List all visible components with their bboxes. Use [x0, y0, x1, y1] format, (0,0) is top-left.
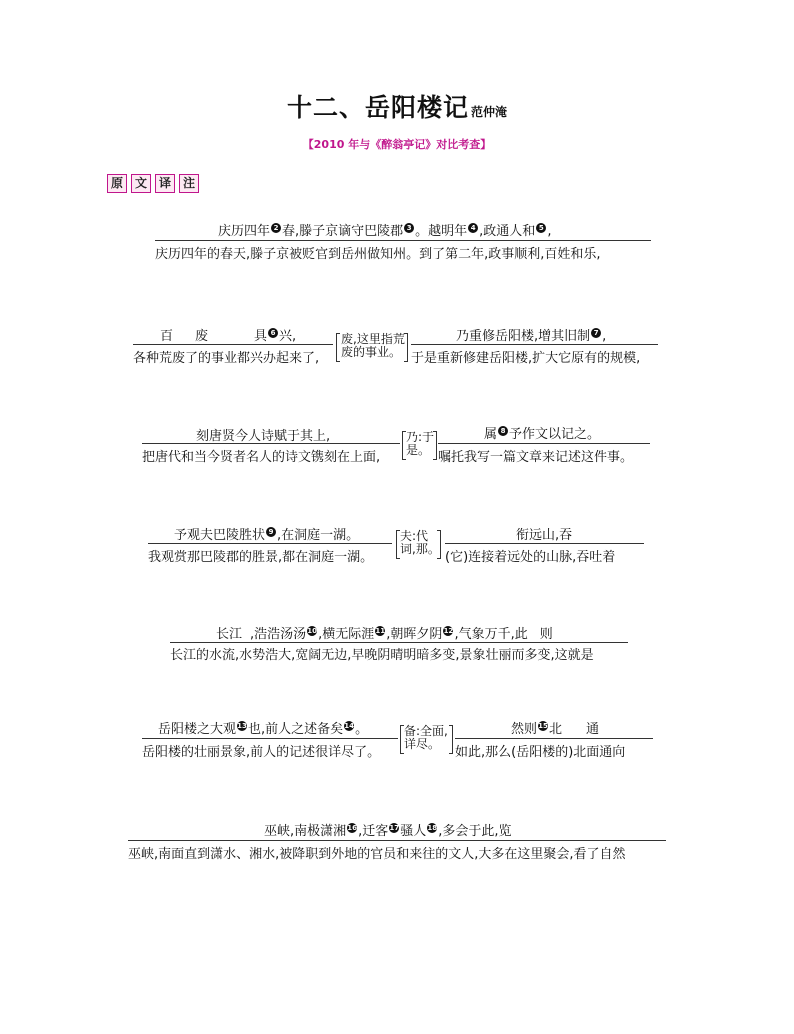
note-marker: 12 [443, 627, 454, 635]
original-text-line: 长江 ,浩浩汤汤$^{10}$,横无际涯$^{11}$,朝晖夕阴$^{12}$,气象万千,此 则 [216, 627, 553, 642]
divider-line [455, 738, 653, 739]
note-marker: 7 [591, 328, 601, 338]
badge-wen: 文 [131, 174, 151, 193]
badge-yi: 译 [155, 174, 175, 193]
note-bracket [433, 431, 437, 460]
exam-note-subtitle: 【2010 年与《醉翁亭记》对比考查】 [302, 138, 492, 151]
divider-line [142, 443, 400, 444]
translation-text-line: 我观赏那巴陵郡的胜景,都在洞庭一湖。 [148, 550, 374, 565]
annotation-note: 夫:代 词,那。 [400, 529, 440, 556]
translation-text-line: (它)连接着远处的山脉,吞吐着 [445, 550, 616, 565]
badge-zhu: 注 [179, 174, 199, 193]
annotation-note: 乃:于 是。 [406, 430, 435, 457]
note-marker: 2 [271, 223, 281, 233]
note-marker: 6 [268, 328, 278, 338]
original-text-line: 庆历四年 $^2$ 春,滕子京谪守巴陵郡 $^3$ 。越明年 $^4$ ,政通人和 $^5$ , [218, 224, 552, 239]
translation-text-line: 长江的水流,水势浩大,宽阔无边,早晚阴晴明暗多变,景象壮丽而多变,这就是 [170, 648, 594, 663]
divider-line [411, 344, 658, 345]
translation-text-line: 庆历四年的春天,滕子京被贬官到岳州做知州。到了第二年,政事顺利,百姓和乐, [155, 247, 601, 262]
divider-line [438, 443, 650, 444]
note-marker: 11 [375, 627, 386, 635]
original-text-line: 属 $^8$ 予作文以记之。 [484, 427, 601, 442]
translation-text-line: 各种荒废了的事业都兴办起来了, [133, 351, 320, 366]
note-marker: 3 [404, 223, 414, 233]
note-marker: 18 [427, 824, 438, 832]
page-title [0, 88, 794, 124]
note-bracket [336, 333, 340, 362]
divider-line [170, 642, 628, 643]
title-text: 十二、岳阳楼记 [286, 93, 469, 122]
note-marker: 4 [468, 223, 478, 233]
translation-text-line: 于是重新修建岳阳楼,扩大它原有的规模, [411, 351, 641, 366]
note-marker: 14 [344, 722, 355, 730]
original-text-line: 予观夫巴陵胜状 $^9$ ,在洞庭一湖。 [174, 528, 360, 543]
annotation-note: 备:全面, 详尽。 [404, 724, 448, 751]
badge-yuan: 原 [107, 174, 127, 193]
note-bracket [449, 725, 453, 754]
divider-line [445, 543, 644, 544]
note-marker: 16 [347, 824, 358, 832]
translation-text-line: 嘱托我写一篇文章来记述这件事。 [438, 450, 634, 465]
note-marker: 17 [389, 824, 400, 832]
note-marker: 9 [266, 527, 276, 537]
note-bracket [437, 530, 441, 559]
original-text-line: 刻唐贤今人诗赋于其上, [196, 429, 331, 444]
author-name: 范仲淹 [471, 105, 508, 119]
original-text-line: 然则$^{15}$北 通 [511, 722, 600, 737]
original-text-line: 岳阳楼之大观$^{13}$也,前人之述备矣$^{14}$。 [158, 722, 369, 737]
translation-text-line: 如此,那么(岳阳楼的)北面通向 [455, 745, 626, 760]
divider-line [148, 543, 392, 544]
original-text-line: 衔远山,吞 [516, 528, 573, 543]
note-marker: 5 [536, 223, 546, 233]
translation-text-line: 把唐代和当今贤者名人的诗文镌刻在上面, [142, 450, 381, 465]
note-bracket [404, 333, 408, 362]
original-text-line: 乃重修岳阳楼,增其旧制 $^7$ , [456, 329, 607, 344]
divider-line [133, 344, 333, 345]
divider-line [155, 240, 651, 241]
annotation-note: 废,这里指荒 废的事业。 [341, 332, 405, 359]
original-text-line: 百 废 具 $^6$ 兴, [160, 329, 297, 344]
translation-text-line: 岳阳楼的壮丽景象,前人的记述很详尽了。 [142, 745, 381, 760]
divider-line [142, 738, 398, 739]
note-marker: 8 [498, 426, 508, 436]
divider-line [128, 840, 666, 841]
original-text-line: 巫峡,南极潇湘$^{16}$,迁客$^{17}$骚人$^{18}$,多会于此,览 [264, 824, 512, 839]
note-marker: 10 [307, 627, 318, 635]
note-marker: 13 [237, 722, 247, 730]
note-marker: 15 [538, 722, 548, 730]
translation-text-line: 巫峡,南面直到潇水、湘水,被降职到外地的官员和来往的文人,大多在这里聚会,看了自然 [128, 847, 626, 862]
